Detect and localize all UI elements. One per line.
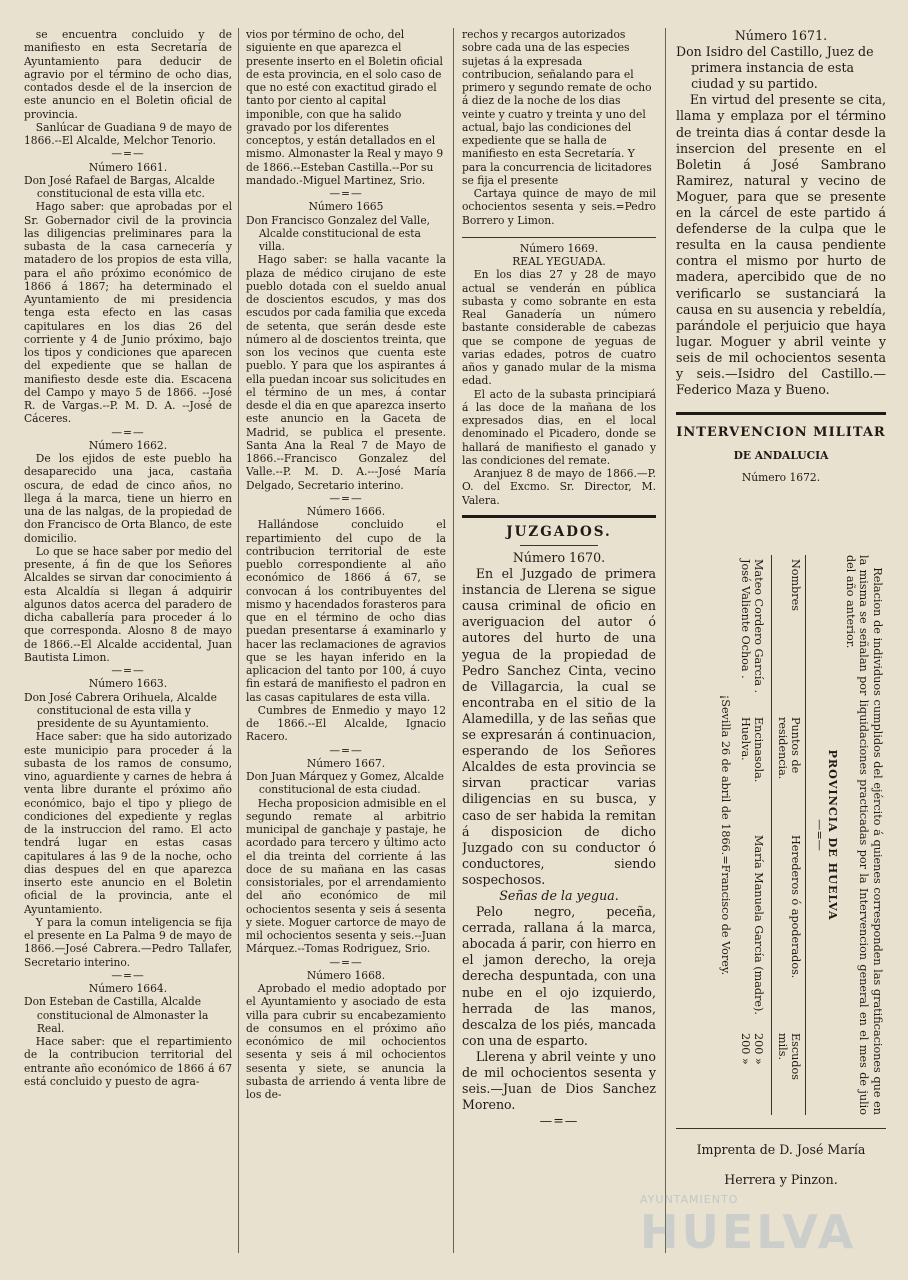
paragraph: Lo que se hace saber por medio del presente, á fin de que los Señores Alcaldes se sirvan dar conocimiento á esta Alcaldía si llegan á adquirir algunos datos acerca del paradero de dicha caballería para proceder á lo que corresponda. Alosno 8 de mayo de 1866.--El Alcalde accidental, Juan Bautista Limon. — [24, 544, 232, 664]
table-signature: ¡Sevilla 26 de abril de 1866.=Francisco de Vorey. — [719, 694, 733, 976]
paragraph: Sanlúcar de Guadiana 9 de mayo de 1866.--El Alcalde, Melchor Tenorio. — [24, 120, 232, 147]
notice-heading: Número 1662. — [88, 438, 168, 452]
cell-residencia: Encinasola. — [752, 717, 766, 783]
paragraph: En los dias 27 y 28 de mayo actual se venderán en pública subasta y como sobrante en esta Real Ganadería un número bastante considerable de cabezas que se compone de yeguas de varias edades, potros de cuatro años y ganado mular de la misma edad. — [462, 268, 656, 388]
intervencion-number: Número 1672. — [741, 470, 821, 484]
intervencion-subtitle: DE ANDALUCIA — [733, 449, 829, 463]
table-intro: Relacion de individuos cumplidos del ejército á quienes corresponden las gratificaciones que en la misma se señalan por liquidaciones practicadas por la Intervencion general en el mes de julio del año anterior. — [844, 555, 884, 1115]
column-divider — [238, 28, 239, 1253]
ornament: —=— — [329, 187, 363, 200]
juzgados-section-title: JUZGADOS. — [506, 523, 612, 540]
cell-name: José Valiente Ochoa . — [739, 559, 752, 679]
notice-heading: Señas de la yegua. — [499, 887, 619, 903]
separator — [676, 1128, 886, 1129]
paragraph: Cartaya quince de mayo de mil ochocientos sesenta y seis.=Pedro Borrero y Limon. — [462, 187, 656, 227]
notice-heading: REAL YEGUADA. — [512, 255, 606, 268]
notice-heading: Número 1663. — [88, 677, 168, 691]
ornament: —=— — [111, 425, 145, 439]
notice-heading: Número 1671. — [734, 28, 828, 43]
table-row — [739, 555, 753, 1115]
paragraph: Don José Cabrera Orihuela, Alcalde constitucional de esta villa y presidente de su Ayuntamiento. — [24, 690, 217, 730]
notice-1668-continued — [462, 28, 656, 227]
paragraph: Don Esteban de Castilla, Alcalde constitucional de Almonaster la Real. — [24, 995, 209, 1035]
notice-1670 — [462, 550, 656, 1129]
imprenta-line-2: Herrera y Pinzon. — [724, 1172, 838, 1187]
section-rule — [462, 515, 656, 518]
paragraph: Hace saber: que ha sido autorizado este municipio para proceder á la subasta de los ramos de consumo, vino, aguardiente y carnes de hebra á venta libre durante el próximo año económico, bajo el tipo y pliego de condiciones del expediente y reglas de la instruccion del ramo. El acto tendrá lugar en estas casas capitulares á las 9 de la noche, ocho dias despues del en que aparezca inserto este anuncio en el Boletin oficial de la provincia, ante el Ayuntamiento. — [24, 730, 232, 916]
cell-escudos: 200 » — [752, 1033, 766, 1065]
notice-heading: Número 1661. — [88, 160, 168, 174]
cell-residencia: Huelva. — [739, 717, 752, 761]
paragraph: En virtud del presente se cita, llama y emplaza por el término de treinta dias á contar desde la insercion del presente en el Boletin á José Sambrano Ramirez, natural y vecino de Moguer, para que se presente en la cárcel de este partido á defenderse de la culpa que le resulta en la causa pendiente contra el mismo por hurto de madera, apercibido que de no verificarlo se sustanciará la causa en su ausencia y rebeldía, parándole el perjuicio que haya lugar. Moguer y abril veinte y seis de mil ochocientos sesenta y seis.—Isidro del Castillo.—Federico Maza y Bueno. — [676, 92, 886, 398]
column-divider — [665, 28, 666, 1253]
ornament: —=— — [329, 491, 363, 505]
header-escudos: Escudos mils. — [776, 1033, 803, 1081]
paragraph: Hago saber: que aprobadas por el Sr. Gobernador civil de la provincia las diligencias preliminares para la subasta de la casa carnecería y matadero de los propios de esta villa, para el año próximo económico de 1866 á 1867; ha determinado el Ayuntamiento de mi presidencia tenga esta efecto en las casas capitulares en los dias 26 del corriente y 4 de Junio próximo, bajo los tipos y condiciones que aparecen del expediente que se hallan de manifiesto desde este dia. Escacena del Campo y mayo 5 de 1866. --José R. de Vargas.--P. M. D. A. --José de Cáceres. — [24, 200, 232, 426]
notice-heading: Número 1665 — [308, 200, 384, 214]
imprenta-line-1: Imprenta de D. José María — [696, 1142, 866, 1157]
paragraph: Y para la comun inteligencia se fija el presente en La Palma 9 de mayo de 1866.—José Cabrera.—Pedro Tallafer, Secretario interino. — [24, 915, 232, 969]
ornament: —=— — [111, 968, 145, 982]
paragraph: se encuentra concluido y de manifiesto en esta Secretaría de Ayuntamiento para deducir de agravio por el término de ocho dias, contados desde el de la insercion de este anuncio en el Boletin oficial de provincia. — [24, 28, 232, 121]
notice-heading: Número 1667. — [306, 756, 386, 770]
paragraph: vios por término de ocho, del siguiente en que aparezca el presente inserto en el Boletin oficial de esta provincia, en el solo caso de que no esté con exactitud girado el tanto por ciento al capital imponible, con que ha salido gravado por los diferentes conceptos, y están detallados en el mismo. Almonaster la Real y mayo 9 de 1866.--Esteban Castilla.--Por su mandado.-Miguel Martinez, Srio. — [246, 28, 444, 187]
paragraph: Hago saber: se halla vacante la plaza de médico cirujano de este pueblo dotada con el sueldo anual de doscientos escudos, y mas dos escudos por cada familia que exceda de setenta, que serán desde este número al de doscientos treinta, que son los vecinos que cuenta este pueblo. Y para que los aspirantes á ella puedan incoar sus solicitudes en el término de un mes, á contar desde el dia en que aparezca inserto este anuncio en la Gaceta de Madrid, se publica el presente. Santa Ana la Real 7 de Mayo de 1866.--Francisco Gonzalez del Valle.--P. M. D. A.---José María Delgado, Secretario interino. — [246, 253, 446, 492]
watermark-huelva: HUELVA — [640, 1205, 857, 1259]
section-rule — [676, 412, 886, 415]
table-header-row — [772, 555, 807, 1115]
column-1 — [24, 28, 232, 1278]
separator — [520, 545, 598, 546]
ornament: —=— — [813, 819, 826, 851]
separator — [462, 237, 656, 238]
paragraph: rechos y recargos autorizados sobre cada una de las especies sujetas á la expresada contribucion, señalando para el primero y segundo remate de ocho á diez de la noche de los dias veinte y cuatro y treinta y uno del actual, bajo las condiciones del expediente que se halla de manifiesto en esta Secretaría. Y para la concurrencia de licitadores se fija el presente — [462, 28, 652, 187]
paragraph: Don Francisco Gonzalez del Valle, Alcalde constitucional de esta villa. — [246, 213, 431, 253]
paragraph: El acto de la subasta principiará á las doce de la mañana de los expresados dias, en el local denominado el Picadero, donde se hallará de manifiesto el ganado y las condiciones del remate. — [462, 387, 656, 467]
table-row — [752, 555, 766, 1115]
paragraph: Pelo negro, peceña, cerrada, rallana á la marca, abocada á parir, con hierro en el jamon derecho, la oreja derecha despuntada, con una nube en el ojo izquierdo, herrada de las manos, descalza de los piés, mancada con una de esparto. — [462, 904, 656, 1048]
rotated-table-block — [702, 555, 884, 1115]
imprenta-block — [676, 1128, 886, 1195]
ornament: —=— — [329, 955, 363, 969]
notice-heading: Número 1669. — [519, 241, 599, 255]
paragraph: Llerena y abril veinte y uno de mil ochocientos sesenta y seis.—Juan de Dios Sanchez Moreno. — [462, 1048, 656, 1113]
ornament: —=— — [329, 743, 363, 757]
paragraph: Hace saber: que el repartimiento de la contribucion territorial del entrante año económico de 1866 á 67 está concluido y puesto de agra- — [24, 1035, 232, 1088]
notice-heading: Número 1664. — [88, 982, 168, 995]
cell-herederos — [739, 831, 753, 1029]
paragraph: Don Juan Márquez y Gomez, Alcalde constitucional de esta ciudad. — [246, 770, 444, 797]
paragraph: En el Juzgado de primera instancia de Llerena se sigue causa criminal de oficio en averiguacion del autor ó autores del hurto de una yegua de la propiedad de Pedro Sanchez Cinta, vecino de Villagarcia, la cual se encontraba en el sitio de la Alamedilla, y de las señas que se expresarán á continuacion, esperando de los Señores Alcaldes de esta provincia se sirvan practicar varias diligencias en su busca, y caso de ser habida la remitan á disposicion de dicho Juzgado con su conductor ó conductores, siendo sospechosos. — [462, 566, 656, 887]
paragraph: Don José Rafael de Bargas, Alcalde constitucional de esta villa etc. — [24, 173, 215, 200]
paragraph: Aprobado el medio adoptado por el Ayuntamiento y asociado de esta villa para cubrir su encabezamiento de consumos en el próximo año económico de mil ochocientos sesenta y seis á mil ochocientos sesenta y siete, se anuncia la subasta de arriendo á venta libre de los de- — [246, 982, 446, 1101]
notice-1669 — [462, 242, 656, 507]
notice-heading: Número 1670. — [512, 550, 606, 565]
rotated-table — [702, 555, 884, 1115]
column-2 — [246, 28, 446, 1278]
ornament: —=— — [111, 147, 145, 161]
provincia-title: PROVINCIA DE HUELVA — [826, 749, 841, 921]
intervencion-title: INTERVENCION MILITAR — [676, 425, 886, 441]
watermark-small: AYUNTAMIENTO — [640, 1193, 739, 1206]
cell-herederos: María Manuela García (madre). — [752, 835, 766, 1015]
ornament: —=— — [111, 664, 145, 677]
header-nombres: Nombres — [789, 559, 803, 612]
header-residencia: Puntos de residencia. — [776, 717, 803, 780]
notice-heading: Número 1668. — [306, 968, 386, 982]
notice-heading: Número 1666. — [306, 505, 386, 518]
column-divider — [453, 28, 454, 1253]
column-3 — [462, 28, 656, 1278]
paragraph: Don Isidro del Castillo, Juez de primera instancia de esta ciudad y su partido. — [676, 44, 874, 92]
paragraph: Hallándose concluido el repartimiento del cupo de la contribucion territorial de este pueblo correspondiente al año económico de 1866 á 67, se convocan á los contribuyentes del mismo y hacendados forasteros para que en el término de ocho dias puedan presentarse á examinarlo y hacer las reclamaciones de agravios que se les hayan inferido en la aplicacion del tanto por 100, á cuyo fin estará de manifiesto el padron en las casas capitulares de esta villa. — [246, 518, 446, 704]
notice-1671 — [676, 28, 886, 398]
paragraph: Aranjuez 8 de mayo de 1866.—P. O. del Excmo. Sr. Director, M. Valera. — [462, 467, 656, 507]
paragraph: Hecha proposicion admisible en el segundo remate al arbitrio municipal de ganchaje y pastaje, he acordado para tercero y último acto el dia treinta del corriente á las doce de su mañana en las casas consistoriales, por el arrendamiento del año económico de mil ochocientos sesenta y seis á sesenta y siete. Moguer cartorce de mayo de mil ochocientos sesenta y seis.--Juan Márquez.--Tomas Rodriguez, Srio. — [246, 796, 446, 956]
ornament: —=— — [539, 1113, 579, 1129]
cell-name: Mateo Cordero García . — [752, 559, 766, 694]
header-herederos: Herederos ó apoderados. — [789, 835, 803, 979]
cell-escudos: 200 » — [739, 1033, 752, 1065]
paragraph: De los ejidos de este pueblo ha desaparecido una jaca, castaña oscura, de edad de cinco años, no llega á la marca, tiene un hierro en una de las nalgas, de la propiedad de don Francisco de Orta Blanco, de este domicilio. — [24, 452, 232, 545]
paragraph: Cumbres de Enmedio y mayo 12 de 1866.--El Alcalde, Ignacio Racero. — [246, 703, 446, 744]
